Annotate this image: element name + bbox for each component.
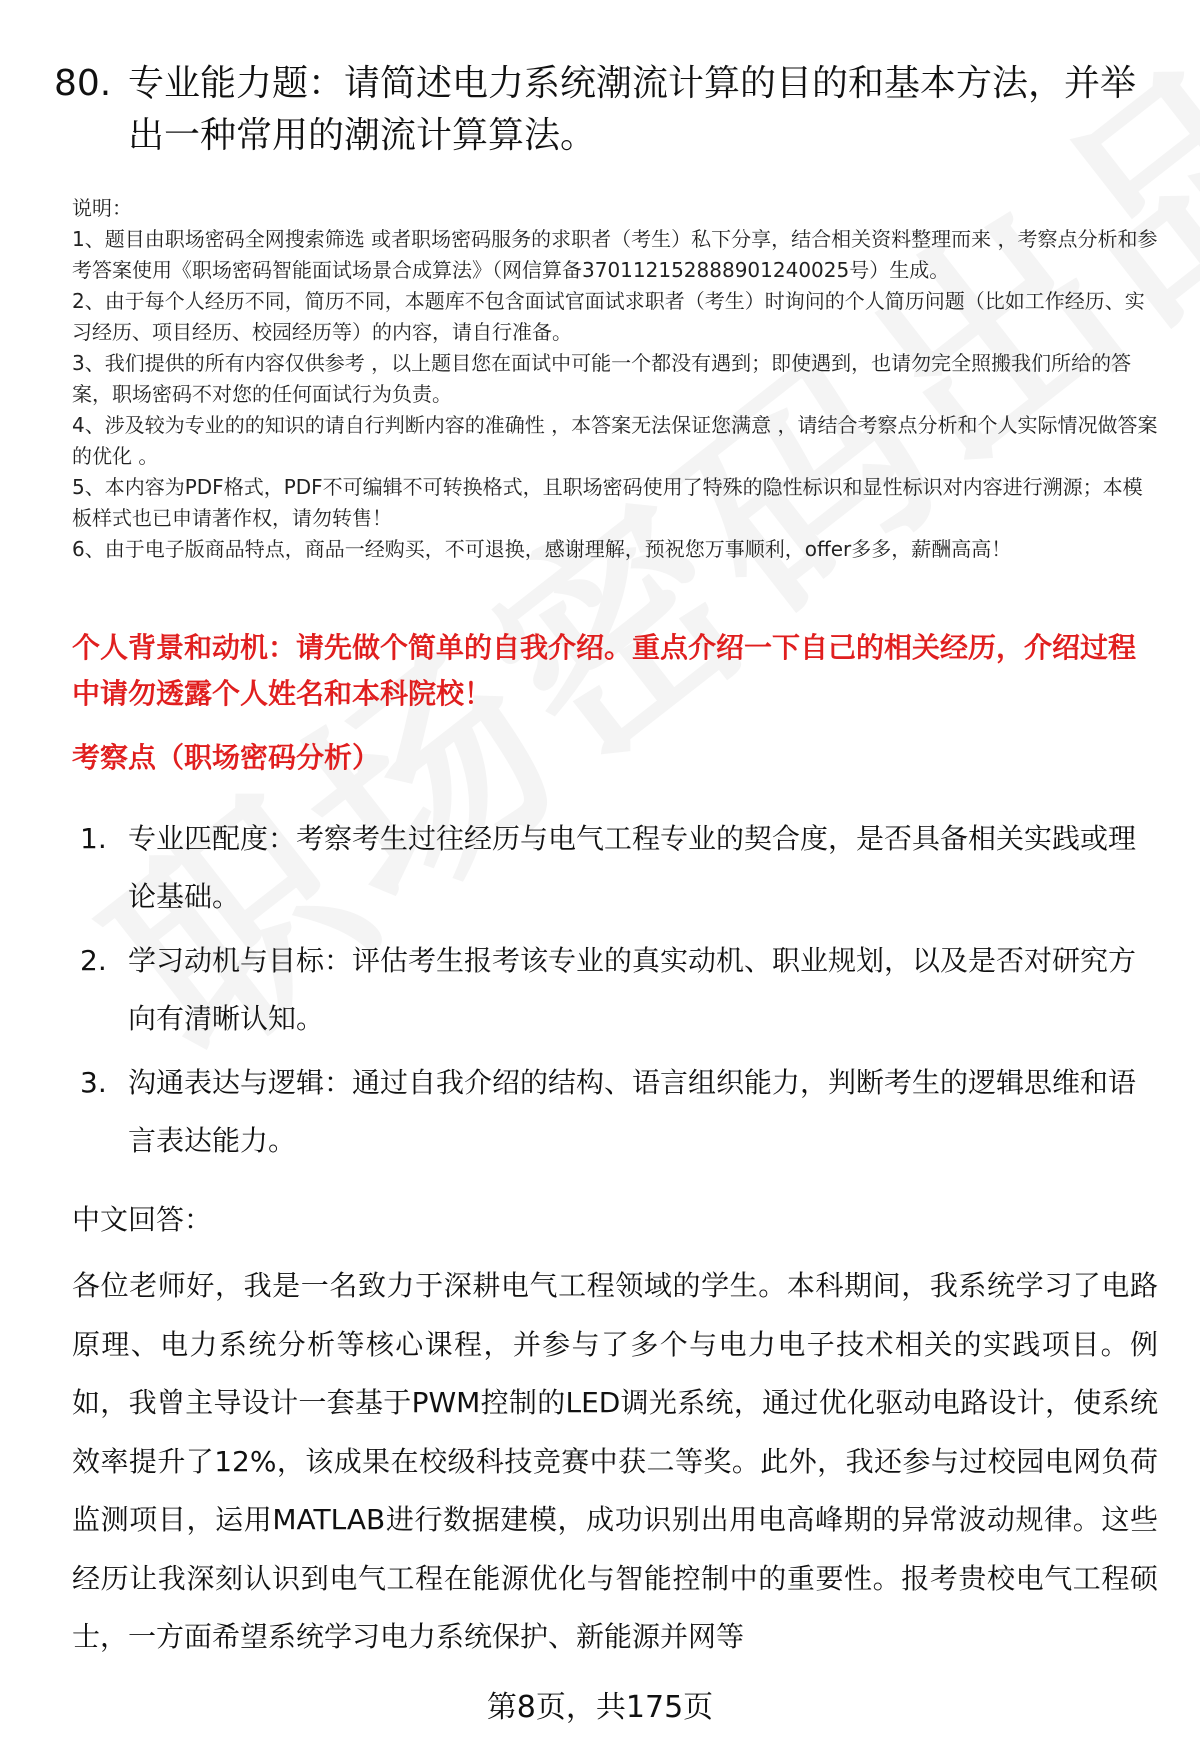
- point-text: 学习动机与目标：评估考生报考该专业的真实动机、职业规划，以及是否对研究方向有清晰认知。: [128, 944, 1137, 1035]
- analysis-point: [80, 1054, 1160, 1170]
- note-item: 4、涉及较为专业的的知识的请自行判断内容的准确性 ，本答案无法保证您满意 ，请结合考察点分析和个人实际情况做答案的优化 。: [72, 413, 1158, 468]
- analysis-points: [80, 810, 1160, 1176]
- notes-block: [72, 193, 1162, 565]
- background-question: 个人背景和动机：请先做个简单的自我介绍。重点介绍一下自己的相关经历，介绍过程中请勿透露个人姓名和本科院校！: [72, 631, 1137, 710]
- point-text: 专业匹配度：考察考生过往经历与电气工程专业的契合度，是否具备相关实践或理论基础。: [128, 822, 1137, 913]
- question-number: 80.: [54, 63, 112, 104]
- note-item: 5、本内容为PDF格式，PDF不可编辑不可转换格式，且职场密码使用了特殊的隐性标识和显性标识对内容进行溯源；本模板样式也已申请著作权，请勿转售！: [72, 475, 1143, 530]
- analysis-heading: 考察点（职场密码分析）: [72, 741, 381, 774]
- answer-body: 各位老师好，我是一名致力于深耕电气工程领域的学生。本科期间，我系统学习了电路原理、电力系统分析等核心课程，并参与了多个与电力电子技术相关的实践项目。例如，我曾主导设计一套基于PWM控制的LED调光系统，通过优化驱动电路设计，使系统效率提升了12%，该成果在校级科技竞赛中获二等奖。此外，我还参与过校园电网负荷监测项目，运用MATLAB进行数据建模，成功识别出用电高峰期的异常波动规律。这些经历让我深刻认识到电气工程在能源优化与智能控制中的重要性。报考贵校电气工程硕士，一方面希望系统学习电力系统保护、新能源并网等: [72, 1269, 1158, 1653]
- note-item: 2、由于每个人经历不同，简历不同，本题库不包含面试官面试求职者（考生）时询问的个人简历问题（比如工作经历、实习经历、项目经历、校园经历等）的内容，请自行准备。: [72, 289, 1145, 344]
- note-item: 3、我们提供的所有内容仅供参考 ，以上题目您在面试中可能一个都没有遇到；即使遇到，也请勿完全照搬我们所给的答案，职场密码不对您的任何面试行为负责。: [72, 351, 1132, 406]
- analysis-point: [80, 932, 1160, 1048]
- point-number: 3.: [80, 1066, 107, 1099]
- answer-label: 中文回答：: [72, 1203, 213, 1236]
- point-text: 沟通表达与逻辑：通过自我介绍的结构、语言组织能力，判断考生的逻辑思维和语言表达能力。: [128, 1066, 1137, 1157]
- question-text: 专业能力题：请简述电力系统潮流计算的目的和基本方法，并举出一种常用的潮流计算算法。: [128, 63, 1137, 156]
- point-number: 2.: [80, 944, 107, 977]
- point-number: 1.: [80, 822, 107, 855]
- page-footer: 第8页，共175页: [486, 1690, 714, 1725]
- question-title: [54, 58, 1154, 162]
- notes-title: 说明：: [72, 196, 132, 220]
- note-item: 6、由于电子版商品特点，商品一经购买，不可退换，感谢理解，预祝您万事顺利，offer多多，薪酬高高！: [72, 537, 1012, 561]
- analysis-point: [80, 810, 1160, 926]
- note-item: 1、题目由职场密码全网搜索筛选 或者职场密码服务的求职者（考生）私下分享，结合相关资料整理而来 ，考察点分析和参考答案使用《职场密码智能面试场景合成算法》（网信算备370112152888901240025号）生成。: [72, 227, 1158, 282]
